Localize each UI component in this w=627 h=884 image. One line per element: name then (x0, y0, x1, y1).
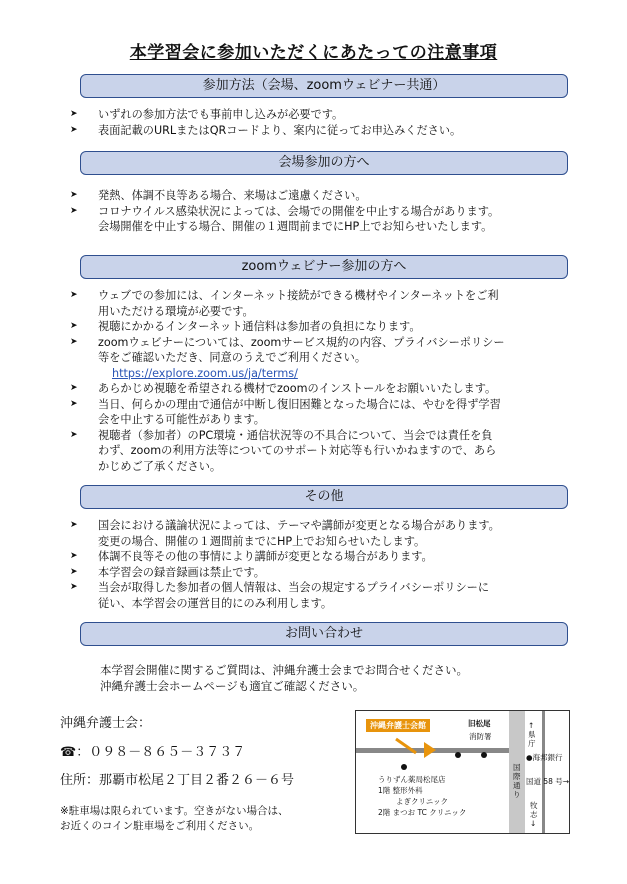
list-item: ➤ 体調不良等その他の事情により講師が変更となる場合があります。 (70, 550, 433, 563)
list-item-continuation: 会場開催を中止する場合、開催の１週間前までにHP上でお知らせいたします。 (98, 220, 493, 233)
section-heading-other: その他 (80, 485, 568, 509)
list-item: ➤ ウェブでの参加には、インターネット接続ができる機材やインターネットをご利 (70, 289, 499, 302)
pharmacy-label: うりずん薬局松尾店 (378, 775, 446, 784)
list-item-continuation: 変更の場合、開催の１週間前までにHP上でお知らせいたします。 (98, 534, 426, 548)
list-item: ➤ 当会が取得した参加者の個人情報は、当会の規定するプライバシーポリシーに (70, 581, 490, 594)
hall-location-dot (455, 752, 461, 758)
access-map (355, 710, 570, 834)
arrow-bullet-icon: ➤ (70, 124, 78, 135)
list-item: ➤ zoomウェビナーについては、zoomサービス規約の内容、プライバシーポリシー (70, 335, 505, 349)
list-item-continuation: わず、zoomの利用方法等についてのサポート対応等も行いかねますので、あら (98, 444, 497, 457)
other-list (68, 518, 583, 611)
arrow-bullet-icon: ➤ (70, 520, 78, 530)
org-name: 沖縄弁護士会： (60, 716, 152, 731)
parking-note: ※駐車場は限られています。空きがない場合は、 お近くのコイン駐車場をご利用ください。 (60, 805, 289, 832)
participation-list (68, 107, 583, 138)
page-title: 本学習会に参加いただくにあたっての注意事項 (129, 43, 498, 63)
org-phone: ☎：０９８－８６５－３７３７ (60, 745, 246, 760)
section-heading-participation: 参加方法（会場、zoomウェビナー共通） (80, 74, 568, 98)
list-item: ➤ 国会における議論状況によっては、テーマや講師が変更となる場合があります。 (70, 519, 500, 532)
arrow-bullet-icon: ➤ (70, 109, 78, 119)
list-item-continuation: かじめご了承ください。 (98, 459, 222, 473)
arrow-bullet-icon: ➤ (70, 290, 78, 300)
list-item: ➤ コロナウイルス感染状況によっては、会場での開催を中止する場合があります。 (70, 204, 500, 218)
prefecture-label: ↑県庁 (528, 721, 536, 748)
hall-label: 沖縄弁護士会館 (366, 719, 430, 732)
arrow-bullet-icon: ➤ (70, 582, 78, 592)
fire-station-dot (481, 752, 487, 758)
route58-road (542, 711, 545, 834)
arrow-bullet-icon: ➤ (70, 398, 78, 409)
list-item-continuation: 用いただける環境が必要です。 (98, 304, 254, 318)
list-item: ➤ 表面記載のURLまたはQRコードより、案内に従ってお申込みください。 (70, 123, 462, 137)
list-item: ➤ 本学習会の録音録画は禁止です。 (70, 565, 265, 579)
zoom-terms-link[interactable]: https://explore.zoom.us/ja/terms/ (112, 366, 298, 380)
org-address: 住所：那覇市松尾２丁目２番２６－６号 (60, 773, 295, 788)
arrow-bullet-icon: ➤ (70, 551, 78, 561)
route-arrow-icon (424, 742, 436, 758)
zoom-list (68, 288, 583, 474)
list-item: ➤ 視聴者（参加者）のPC環境・通信状況等の不具合について、当会では責任を負 (70, 428, 493, 442)
arrow-bullet-icon: ➤ (70, 321, 78, 331)
kokusai-label: 国際通り (513, 763, 521, 799)
route58-label: 国道 58 号→ (526, 777, 570, 786)
list-item: ➤ 当日、何らかの理由で通信が中断し復旧困難となった場合には、やむを得ず学習 (70, 397, 501, 411)
arrow-bullet-icon: ➤ (70, 566, 78, 577)
section-heading-contact: お問い合わせ (80, 622, 568, 646)
venue-list (68, 188, 583, 235)
list-item: ➤ 視聴にかかるインターネット通信料は参加者の負担になります。 (70, 320, 421, 333)
list-item-continuation: 会を中止する可能性があります。 (98, 413, 265, 426)
clinic1b-label: よぎクリニック (396, 797, 449, 806)
makishi-label: 牧志↓ (530, 801, 538, 828)
list-item: ➤ あらかじめ視聴を希望される機材でzoomのインストールをお願いいたします。 (70, 382, 497, 395)
section-heading-venue: 会場参加の方へ (80, 151, 568, 175)
arrow-bullet-icon: ➤ (70, 190, 78, 200)
list-item-continuation: 等をご確認いただき、同意のうえでご利用ください。 (98, 351, 367, 364)
list-item: ➤ 発熱、体調不良等ある場合、来場はご遠慮ください。 (70, 189, 367, 202)
clinic1-label: 1階 整形外科 (378, 786, 423, 795)
bank-label: ●海邦銀行 (526, 753, 563, 762)
arrow-bullet-icon: ➤ (70, 429, 78, 440)
contact-text: 本学習会開催に関するご質問は、沖縄弁護士会までお問合せください。 沖縄弁護士会ホームページも適宜ご確認ください。 (100, 663, 468, 693)
list-item-continuation: 従い、本学習会の運営目的にのみ利用します。 (98, 596, 333, 610)
arrow-bullet-icon: ➤ (70, 383, 78, 393)
old-matsuo-label: 旧松尾 (468, 719, 491, 728)
section-heading-zoom: zoomウェビナー参加の方へ (80, 255, 568, 279)
arrow-bullet-icon: ➤ (70, 336, 78, 347)
arrow-bullet-icon: ➤ (70, 205, 78, 216)
list-item: ➤ いずれの参加方法でも事前申し込みが必要です。 (70, 108, 344, 121)
clinic2-label: 2階 まつお TC クリニック (378, 808, 467, 817)
pharmacy-dot (401, 764, 407, 770)
fire-station-label: 消防署 (469, 732, 492, 741)
